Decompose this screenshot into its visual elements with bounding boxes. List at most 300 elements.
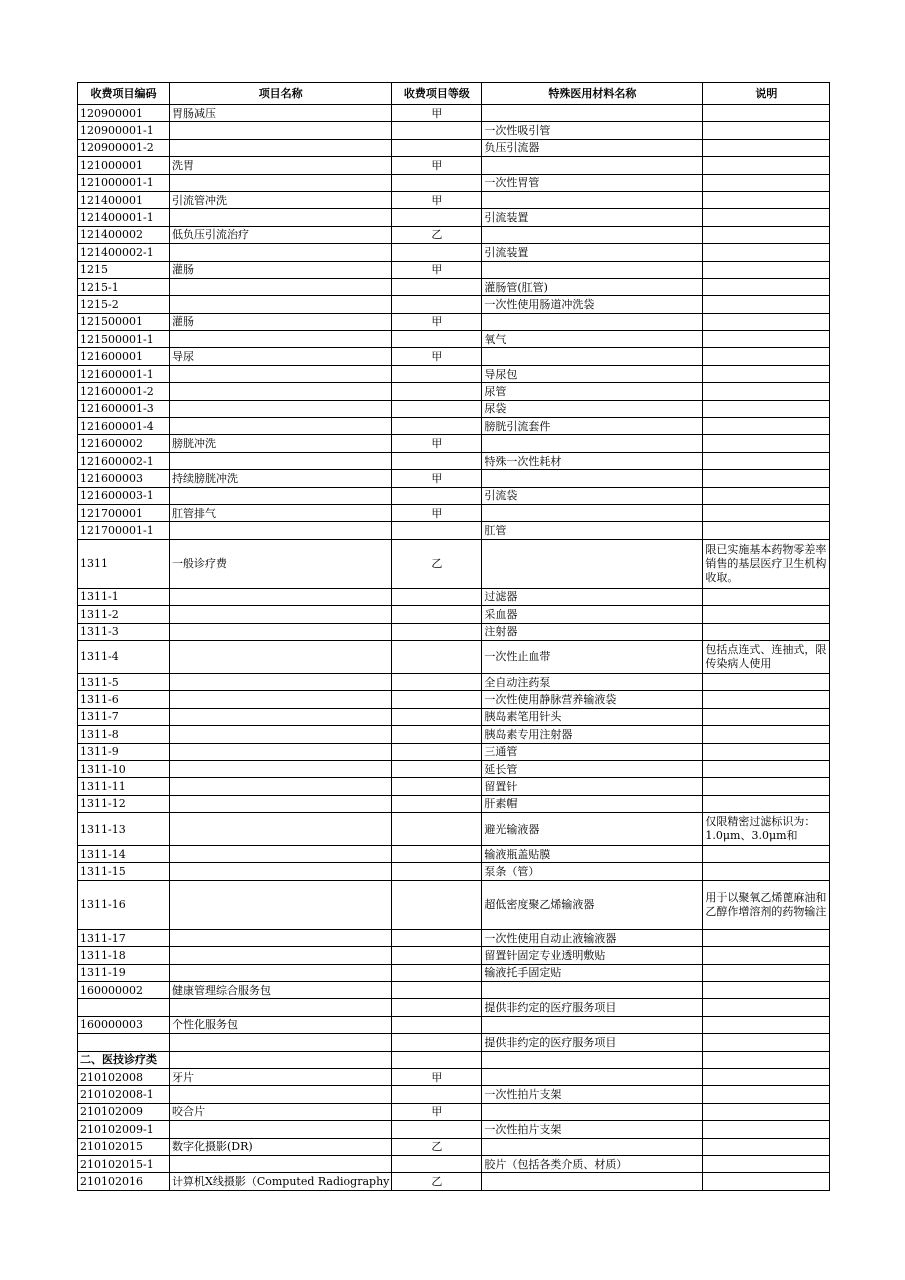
cell-note: [703, 296, 830, 313]
cell-material-name: [482, 504, 703, 521]
cell-material-name: 一次性使用自动止液输液器: [482, 929, 703, 946]
cell-note: [703, 278, 830, 295]
cell-note: [703, 157, 830, 174]
table-row: [78, 122, 830, 139]
cell-fee-code: 1311-16: [78, 880, 170, 929]
cell-material-name: 灌肠管(肛管): [482, 278, 703, 295]
cell-fee-code: [78, 1034, 170, 1051]
cell-note: [703, 139, 830, 156]
cell-fee-code: 121600001-3: [78, 400, 170, 417]
cell-fee-grade: [392, 1051, 482, 1068]
cell-note: [703, 588, 830, 605]
cell-item-name: [170, 365, 392, 382]
table-row: [78, 813, 830, 846]
cell-fee-code: 121600001: [78, 348, 170, 365]
cell-material-name: [482, 1138, 703, 1155]
table-row: [78, 209, 830, 226]
cell-fee-code: 120900001-1: [78, 122, 170, 139]
cell-note: [703, 1086, 830, 1103]
cell-material-name: [482, 261, 703, 278]
cell-fee-code: 1215-2: [78, 296, 170, 313]
cell-note: 仅限精密过滤标识为：1.0μm、3.0μm和: [703, 813, 830, 846]
cell-item-name: 胃肠减压: [170, 105, 392, 122]
cell-item-name: [170, 726, 392, 743]
cell-item-name: [170, 880, 392, 929]
cell-material-name: 采血器: [482, 606, 703, 623]
table-row: [78, 863, 830, 880]
cell-fee-code: 二、医技诊疗类: [78, 1051, 170, 1068]
cell-fee-grade: [392, 726, 482, 743]
cell-fee-code: 210102009: [78, 1103, 170, 1120]
cell-fee-code: 1311-11: [78, 778, 170, 795]
cell-item-name: 肛管排气: [170, 504, 392, 521]
cell-item-name: [170, 673, 392, 690]
cell-fee-code: 121000001: [78, 157, 170, 174]
cell-note: [703, 691, 830, 708]
cell-fee-grade: [392, 139, 482, 156]
cell-fee-grade: [392, 365, 482, 382]
cell-fee-grade: [392, 400, 482, 417]
cell-fee-grade: [392, 383, 482, 400]
cell-fee-code: 1311-9: [78, 743, 170, 760]
table-row: [78, 504, 830, 521]
cell-item-name: 数字化摄影(DR): [170, 1138, 392, 1155]
cell-material-name: [482, 157, 703, 174]
table-row: [78, 244, 830, 261]
cell-fee-grade: [392, 673, 482, 690]
cell-material-name: 一次性胃管: [482, 174, 703, 191]
cell-item-name: [170, 964, 392, 981]
cell-item-name: [170, 331, 392, 348]
cell-fee-grade: 乙: [392, 539, 482, 588]
header-fee-grade: 收费项目等级: [392, 83, 482, 105]
cell-note: [703, 726, 830, 743]
table-row: [78, 726, 830, 743]
cell-fee-code: 1215-1: [78, 278, 170, 295]
cell-fee-grade: [392, 606, 482, 623]
cell-note: [703, 999, 830, 1016]
cell-fee-grade: [392, 947, 482, 964]
table-row: [78, 964, 830, 981]
cell-fee-grade: [392, 452, 482, 469]
cell-note: [703, 348, 830, 365]
table-row: [78, 1086, 830, 1103]
cell-material-name: [482, 1173, 703, 1190]
cell-fee-grade: [392, 813, 482, 846]
cell-material-name: [482, 435, 703, 452]
cell-item-name: [170, 296, 392, 313]
table-row: [78, 487, 830, 504]
cell-material-name: 肛管: [482, 522, 703, 539]
cell-material-name: 引流袋: [482, 487, 703, 504]
cell-note: [703, 673, 830, 690]
cell-item-name: [170, 400, 392, 417]
cell-material-name: 输液托手固定贴: [482, 964, 703, 981]
cell-item-name: 咬合片: [170, 1103, 392, 1120]
fee-schedule-table: [77, 82, 830, 1191]
cell-fee-code: 210102009-1: [78, 1121, 170, 1138]
table-row: [78, 588, 830, 605]
table-row: [78, 1121, 830, 1138]
cell-note: [703, 606, 830, 623]
cell-material-name: 留置针固定专业透明敷贴: [482, 947, 703, 964]
cell-fee-code: 121600003-1: [78, 487, 170, 504]
cell-material-name: 导尿包: [482, 365, 703, 382]
cell-note: [703, 504, 830, 521]
cell-fee-code: 1311: [78, 539, 170, 588]
table-row: [78, 673, 830, 690]
cell-fee-code: 1311-17: [78, 929, 170, 946]
cell-fee-code: 160000003: [78, 1016, 170, 1033]
cell-note: [703, 365, 830, 382]
cell-item-name: [170, 122, 392, 139]
cell-note: [703, 1103, 830, 1120]
cell-item-name: 引流管冲洗: [170, 191, 392, 208]
cell-note: [703, 947, 830, 964]
cell-item-name: [170, 1121, 392, 1138]
cell-fee-grade: [392, 487, 482, 504]
cell-material-name: 超低密度聚乙烯输液器: [482, 880, 703, 929]
cell-fee-grade: [392, 846, 482, 863]
cell-item-name: [170, 383, 392, 400]
cell-fee-grade: 甲: [392, 313, 482, 330]
table-row: [78, 435, 830, 452]
cell-material-name: [482, 539, 703, 588]
cell-note: [703, 1138, 830, 1155]
cell-note: 用于以聚氧乙烯蓖麻油和乙醇作增溶剂的药物输注: [703, 880, 830, 929]
cell-item-name: [170, 1051, 392, 1068]
table-row: [78, 795, 830, 812]
cell-item-name: [170, 452, 392, 469]
cell-material-name: 全自动注药泵: [482, 673, 703, 690]
table-row: [78, 157, 830, 174]
table-row: [78, 365, 830, 382]
cell-material-name: [482, 105, 703, 122]
cell-fee-code: 210102008-1: [78, 1086, 170, 1103]
cell-material-name: 避光输液器: [482, 813, 703, 846]
cell-item-name: [170, 244, 392, 261]
cell-fee-code: 1311-12: [78, 795, 170, 812]
cell-note: [703, 623, 830, 640]
cell-item-name: [170, 209, 392, 226]
cell-note: [703, 191, 830, 208]
cell-fee-code: 160000002: [78, 982, 170, 999]
cell-material-name: [482, 226, 703, 243]
cell-fee-code: 1311-13: [78, 813, 170, 846]
cell-fee-code: 1311-3: [78, 623, 170, 640]
cell-note: [703, 383, 830, 400]
table-row: [78, 691, 830, 708]
cell-note: [703, 846, 830, 863]
cell-fee-code: 121700001: [78, 504, 170, 521]
cell-material-name: 泵条（管）: [482, 863, 703, 880]
cell-item-name: 一般诊疗费: [170, 539, 392, 588]
table-row: [78, 947, 830, 964]
table-row: [78, 708, 830, 725]
cell-note: [703, 435, 830, 452]
cell-item-name: [170, 708, 392, 725]
cell-fee-grade: [392, 278, 482, 295]
table-row: [78, 418, 830, 435]
cell-fee-code: 121700001-1: [78, 522, 170, 539]
cell-fee-code: 120900001: [78, 105, 170, 122]
cell-note: [703, 778, 830, 795]
table-row: [78, 982, 830, 999]
cell-item-name: [170, 813, 392, 846]
table-row: [78, 606, 830, 623]
cell-note: [703, 313, 830, 330]
cell-note: [703, 174, 830, 191]
cell-material-name: [482, 348, 703, 365]
cell-note: [703, 743, 830, 760]
cell-fee-code: 121400001: [78, 191, 170, 208]
cell-material-name: 特殊一次性耗材: [482, 452, 703, 469]
cell-fee-code: 121600001-2: [78, 383, 170, 400]
cell-material-name: 提供非约定的医疗服务项目: [482, 999, 703, 1016]
cell-fee-code: 121600002: [78, 435, 170, 452]
cell-fee-grade: [392, 522, 482, 539]
cell-item-name: [170, 778, 392, 795]
cell-material-name: 尿袋: [482, 400, 703, 417]
cell-item-name: [170, 174, 392, 191]
cell-item-name: [170, 588, 392, 605]
cell-item-name: 洗胃: [170, 157, 392, 174]
cell-fee-grade: [392, 708, 482, 725]
table-row: [78, 1155, 830, 1172]
table-body: [78, 105, 830, 1191]
cell-fee-code: 1311-8: [78, 726, 170, 743]
cell-fee-code: 121600001-1: [78, 365, 170, 382]
cell-material-name: 胶片（包括各类介质、材质）: [482, 1155, 703, 1172]
cell-item-name: [170, 929, 392, 946]
cell-fee-code: 1215: [78, 261, 170, 278]
cell-item-name: [170, 846, 392, 863]
cell-material-name: 氧气: [482, 331, 703, 348]
cell-fee-code: 1311-10: [78, 760, 170, 777]
cell-item-name: 低负压引流治疗: [170, 226, 392, 243]
table-row: [78, 522, 830, 539]
table-row: [78, 760, 830, 777]
cell-fee-grade: [392, 760, 482, 777]
header-note: 说明: [703, 83, 830, 105]
cell-note: [703, 226, 830, 243]
cell-fee-grade: [392, 122, 482, 139]
cell-note: [703, 982, 830, 999]
cell-fee-grade: 甲: [392, 105, 482, 122]
cell-note: [703, 470, 830, 487]
cell-note: [703, 1016, 830, 1033]
cell-fee-grade: [392, 623, 482, 640]
cell-material-name: 引流装置: [482, 209, 703, 226]
cell-note: [703, 1173, 830, 1190]
cell-fee-grade: [392, 1121, 482, 1138]
cell-fee-code: [78, 999, 170, 1016]
cell-fee-grade: [392, 174, 482, 191]
cell-item-name: [170, 418, 392, 435]
cell-fee-code: 210102015-1: [78, 1155, 170, 1172]
cell-fee-grade: [392, 929, 482, 946]
section-header-row: [78, 1051, 830, 1068]
table-header: [78, 83, 830, 105]
cell-item-name: [170, 1086, 392, 1103]
cell-note: [703, 1155, 830, 1172]
cell-fee-grade: [392, 964, 482, 981]
cell-fee-grade: [392, 1034, 482, 1051]
cell-item-name: [170, 795, 392, 812]
cell-item-name: [170, 522, 392, 539]
cell-material-name: 留置针: [482, 778, 703, 795]
cell-item-name: [170, 760, 392, 777]
cell-item-name: [170, 487, 392, 504]
cell-fee-grade: [392, 244, 482, 261]
cell-fee-grade: [392, 743, 482, 760]
cell-note: [703, 418, 830, 435]
table-row: [78, 743, 830, 760]
cell-fee-grade: [392, 209, 482, 226]
table-row: [78, 846, 830, 863]
cell-fee-grade: [392, 418, 482, 435]
cell-fee-grade: [392, 795, 482, 812]
cell-material-name: 胰岛素笔用针头: [482, 708, 703, 725]
cell-fee-code: 121600001-4: [78, 418, 170, 435]
cell-fee-grade: [392, 778, 482, 795]
cell-material-name: 肝素帽: [482, 795, 703, 812]
cell-fee-grade: [392, 1155, 482, 1172]
header-fee-code: 收费项目编码: [78, 83, 170, 105]
cell-fee-grade: 乙: [392, 1138, 482, 1155]
cell-fee-grade: [392, 588, 482, 605]
cell-note: [703, 1034, 830, 1051]
cell-item-name: [170, 623, 392, 640]
cell-fee-grade: [392, 999, 482, 1016]
cell-note: [703, 331, 830, 348]
cell-fee-code: 1311-4: [78, 640, 170, 673]
header-material-name: 特殊医用材料名称: [482, 83, 703, 105]
cell-material-name: 一次性拍片支架: [482, 1086, 703, 1103]
table-row: [78, 348, 830, 365]
cell-fee-grade: 甲: [392, 157, 482, 174]
table-row: [78, 1103, 830, 1120]
cell-fee-grade: [392, 982, 482, 999]
table-row: [78, 623, 830, 640]
cell-note: [703, 452, 830, 469]
cell-note: [703, 522, 830, 539]
cell-item-name: 导尿: [170, 348, 392, 365]
cell-fee-code: 121400002: [78, 226, 170, 243]
cell-material-name: 过滤器: [482, 588, 703, 605]
cell-fee-code: 121000001-1: [78, 174, 170, 191]
cell-fee-code: 1311-5: [78, 673, 170, 690]
cell-note: [703, 105, 830, 122]
cell-note: [703, 400, 830, 417]
cell-fee-code: 1311-1: [78, 588, 170, 605]
cell-item-name: 膀胱冲洗: [170, 435, 392, 452]
table-row: [78, 313, 830, 330]
cell-note: [703, 209, 830, 226]
table-row: [78, 296, 830, 313]
cell-note: [703, 244, 830, 261]
cell-fee-code: 210102016: [78, 1173, 170, 1190]
cell-fee-code: 121500001-1: [78, 331, 170, 348]
cell-fee-grade: [392, 296, 482, 313]
cell-material-name: [482, 1016, 703, 1033]
cell-fee-grade: 甲: [392, 1103, 482, 1120]
cell-fee-code: 1311-2: [78, 606, 170, 623]
cell-material-name: 注射器: [482, 623, 703, 640]
cell-note: [703, 122, 830, 139]
table-row: [78, 278, 830, 295]
cell-note: [703, 863, 830, 880]
cell-material-name: 一次性使用肠道冲洗袋: [482, 296, 703, 313]
cell-note: [703, 929, 830, 946]
header-row: [78, 83, 830, 105]
cell-fee-code: 120900001-2: [78, 139, 170, 156]
cell-material-name: 胰岛素专用注射器: [482, 726, 703, 743]
cell-material-name: 延长管: [482, 760, 703, 777]
cell-fee-grade: [392, 1086, 482, 1103]
cell-fee-grade: 甲: [392, 191, 482, 208]
cell-note: [703, 1121, 830, 1138]
cell-material-name: [482, 1068, 703, 1085]
table-row: [78, 331, 830, 348]
cell-fee-code: 210102008: [78, 1068, 170, 1085]
cell-item-name: 健康管理综合服务包: [170, 982, 392, 999]
cell-fee-code: 1311-19: [78, 964, 170, 981]
table-row: [78, 1173, 830, 1190]
table-row: [78, 1034, 830, 1051]
table-row: [78, 105, 830, 122]
table-row: [78, 383, 830, 400]
cell-fee-code: 1311-14: [78, 846, 170, 863]
table-row: [78, 470, 830, 487]
cell-fee-code: 1311-7: [78, 708, 170, 725]
cell-fee-grade: 甲: [392, 470, 482, 487]
cell-item-name: [170, 1034, 392, 1051]
cell-fee-code: 121400002-1: [78, 244, 170, 261]
table-row: [78, 880, 830, 929]
cell-fee-grade: 甲: [392, 1068, 482, 1085]
cell-fee-grade: [392, 863, 482, 880]
cell-item-name: 个性化服务包: [170, 1016, 392, 1033]
cell-material-name: 一次性使用静脉营养输液袋: [482, 691, 703, 708]
cell-item-name: [170, 743, 392, 760]
cell-item-name: 牙片: [170, 1068, 392, 1085]
cell-note: [703, 261, 830, 278]
cell-item-name: [170, 139, 392, 156]
cell-fee-grade: 甲: [392, 504, 482, 521]
cell-fee-grade: [392, 640, 482, 673]
cell-material-name: 一次性止血带: [482, 640, 703, 673]
cell-note: [703, 1068, 830, 1085]
cell-material-name: 三通管: [482, 743, 703, 760]
cell-note: [703, 964, 830, 981]
cell-material-name: 一次性拍片支架: [482, 1121, 703, 1138]
cell-note: [703, 760, 830, 777]
cell-item-name: [170, 278, 392, 295]
table-row: [78, 1138, 830, 1155]
cell-fee-code: 1311-6: [78, 691, 170, 708]
cell-fee-code: 121600003: [78, 470, 170, 487]
cell-item-name: 灌肠: [170, 261, 392, 278]
cell-material-name: [482, 191, 703, 208]
cell-note: 限已实施基本药物零差率销售的基层医疗卫生机构收取。: [703, 539, 830, 588]
cell-fee-grade: 乙: [392, 1173, 482, 1190]
cell-fee-code: 1311-18: [78, 947, 170, 964]
cell-material-name: 负压引流器: [482, 139, 703, 156]
cell-material-name: [482, 313, 703, 330]
cell-item-name: [170, 999, 392, 1016]
cell-item-name: [170, 863, 392, 880]
